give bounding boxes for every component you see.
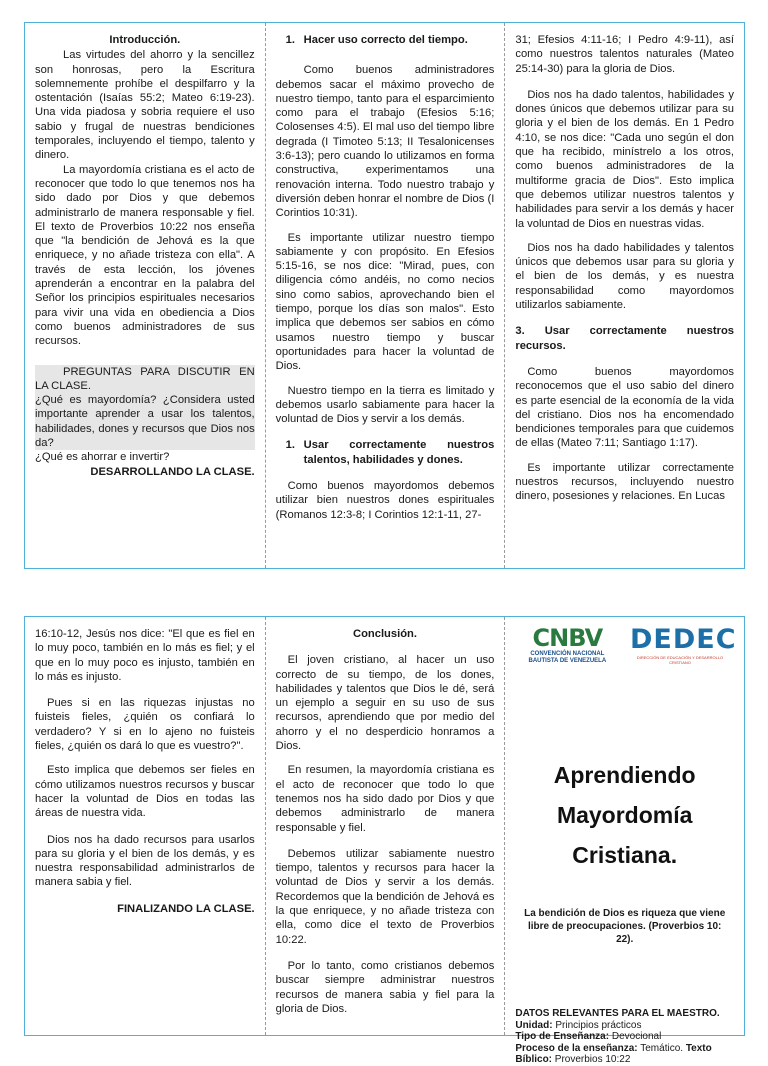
cover-title — [515, 755, 734, 875]
teacher-data-type — [515, 1031, 734, 1043]
field-label: Proceso de la enseñanza: — [515, 1042, 638, 1054]
conclusion-paragraph-2: En resumen, la mayordomía cristiana es el acto de reconocer que todo lo que tenemos nos ha sido dado por Dios y que debemos administrarlo de manera responsable y fiel. — [275, 764, 495, 834]
resources-paragraph-2: Es importante utilizar correctamente nuestros recursos, incluyendo nuestro dinero, posesiones y relaciones. En Lucas — [515, 461, 735, 503]
resources-paragraph-6: Dios nos ha dado recursos para usarlos para su gloria y el bien de los demás, y es nuestra responsabilidad administrarlos de manera sabia y fiel. — [35, 833, 255, 889]
conclusion-title: Conclusión. — [352, 628, 418, 640]
cover-quote: La bendición de Dios es riqueza que viene libre de preocupaciones. (Proverbios 10: 22). — [524, 908, 726, 945]
resources-paragraph-4: Pues si en las riquezas injustas no fuisteis fieles, ¿quién os confiará lo verdadero? Y si en lo ajeno no fuisteis fieles, ¿quién os dará lo que es vuestro?". — [35, 697, 255, 753]
section-title: Hacer uso correcto del tiempo. — [303, 34, 468, 46]
section-heading-resources: 3. Usar correctamente nuestros recursos. — [515, 325, 735, 352]
field-label: Tipo de Enseñanza: — [515, 1031, 610, 1042]
field-value: Proverbios 10:22 — [554, 1054, 631, 1065]
cover-title-line-2: Mayordomía — [556, 802, 693, 828]
column-2 — [265, 23, 505, 568]
finishing-class-heading: FINALIZANDO LA CLASE. — [117, 902, 255, 915]
question-2: ¿Qué es ahorrar e invertir? — [35, 451, 170, 464]
field-value: Temático. — [640, 1042, 684, 1054]
cnbv-logo-mark: CNBV — [532, 624, 603, 652]
column-1 — [25, 23, 265, 568]
field-label: Texto Bíblico: — [515, 1042, 712, 1065]
time-paragraph-1: Como buenos administradores debemos sacar el máximo provecho de nuestro tiempo, tanto para el esparcimiento como para el trabajo (Efesios 5:16; Colosenses 4:5). El mal uso del tiempo libre degrada (I Timoteo 5:13; II Tesalonicenses 3:6-13); pero cuando lo utilizamos en forma constructiva, experimentamos una renovación interna. Todo nuestro trabajo y diversión deben honrar el nombre de Dios (I Corintios 10:31). — [275, 64, 495, 220]
teacher-data-title: DATOS RELEVANTES PARA EL MAESTRO. — [515, 1008, 720, 1019]
cnbv-logo — [519, 625, 615, 665]
talents-paragraph-2: 31; Efesios 4:11-16; I Pedro 4:9-11), así como nuestros talentos naturales (Mateo 25:14-30) para la gloria de Dios. — [515, 34, 735, 75]
section-number: 1. — [285, 439, 296, 452]
page-panel-bottom — [24, 616, 745, 1065]
resources-paragraph-1: Como buenos mayordomos reconocemos que el uso sabio del dinero es parte esencial de la economía de la vida del cristiano. Dios nos ha encomendado bendiciones temporales para que cuidemos de ellas (Mateo 7:11; Santiago 1:17). — [515, 365, 735, 450]
questions-title: PREGUNTAS PARA DISCUTIR EN LA CLASE. — [35, 365, 255, 392]
column-5 — [265, 617, 505, 1035]
cover-title-line-1: Aprendiendo — [553, 762, 696, 788]
intro-title: Introducción. — [109, 34, 181, 46]
section-title: Usar correctamente nuestros talentos, habilidades y dones. — [303, 439, 495, 466]
page-panel-top — [24, 22, 745, 569]
talents-paragraph-1: Como buenos mayordomos debemos utilizar bien nuestros dones espirituales (Romanos 12:3-8; I Corintios 12:1-11, 27- — [275, 480, 495, 521]
question-1: ¿Qué es mayordomía? ¿Considera usted importante aprender a usar los talentos, habilidades, dones y recursos que Dios nos da? — [35, 394, 255, 450]
field-value: Principios prácticos — [555, 1019, 642, 1031]
cnbv-logo-subtitle: CONVENCIÓN NACIONAL — [530, 651, 605, 657]
conclusion-paragraph-3: Debemos utilizar sabiamente nuestro tiempo, talentos y recursos para hacer la voluntad de Dios y servir a los demás. Recordemos que la bendición de Jehová es la que enriquece, y no añade tristeza con ella, como dice el texto de Proverbios 10:22. — [275, 847, 495, 946]
column-6-cover — [504, 617, 744, 1065]
dedec-logo-subtitle: DIRECCIÓN DE EDUCACIÓN Y DESARROLLO CRISTIANO — [636, 655, 724, 665]
cnbv-logo-subtitle: BAUTISTA DE VENEZUELA — [528, 658, 607, 664]
teacher-data — [515, 1008, 734, 1066]
conclusion-paragraph-4: Por lo tanto, como cristianos debemos buscar siempre administrar nuestros recursos de manera sabia y fiel para la gloria de Dios. — [275, 959, 495, 1015]
talents-paragraph-3: Dios nos ha dado talentos, habilidades y dones únicos que debemos utilizar para su gloria y el bien de los demás. En 1 Pedro 4:10, se nos dice: "Cada uno según el don que ha recibido, minístrelo a los otros, como buenos administradores de la multiforme gracia de Dios". Esto implica que debemos utilizar nuestros talentos y habilidades para servir a los demás y hacer la voluntad de Dios en nuestras vidas. — [515, 88, 735, 230]
cover-title-line-3: Cristiana. — [572, 842, 678, 868]
section-heading-time — [276, 33, 495, 47]
dedec-logo-mark: DEDEC — [630, 624, 737, 655]
section-number: 1. — [285, 34, 296, 46]
resources-paragraph-5: Esto implica que debemos ser fieles en cómo utilizamos nuestros recursos y buscar hacer la voluntad de Dios en todas las áreas de nuestra vida. — [35, 764, 255, 820]
column-4 — [25, 617, 265, 1035]
developing-class-heading: DESARROLLANDO LA CLASE. — [90, 465, 255, 478]
conclusion-paragraph-1: El joven cristiano, al hacer un uso correcto de su tiempo, de los dones, habilidades y talentos que Dios le dé, será un ejemplo a seguir en su uso de sus recursos, aprendiendo que por medio del ahorro y el no desperdicio honramos a Dios. — [275, 654, 495, 753]
field-value: Devocional — [611, 1031, 662, 1042]
talents-paragraph-4: Dios nos ha dado habilidades y talentos únicos que debemos usar para su gloria y el bien de los demás, y es nuestra responsabilidad como mayordomos utilizarlos sabiamente. — [515, 241, 735, 312]
intro-paragraph-2: La mayordomía cristiana es el acto de reconocer que todo lo que tenemos nos ha sido dado por Dios y que debemos administrarlo de manera responsable y fiel. El texto de Proverbios 10:22 nos enseña que "la bendición de Jehová es la que enriquece, y no añade tristeza con ella". A través de esta lección, los jóvenes aprenderán a encontrar en la palabra del Señor los principios espirituales necesarios para vivir una vida en obediencia a Dios como buenos administradores de sus recursos. — [35, 163, 255, 348]
resources-paragraph-3: 16:10-12, Jesús nos dice: "El que es fiel en lo muy poco, también en lo más es fiel; y el que en lo muy poco es injusto, también en lo más es injusto. — [35, 628, 255, 683]
time-paragraph-3: Nuestro tiempo en la tierra es limitado y debemos usarlo sabiamente para hacer la voluntad de Dios y servir a los demás. — [275, 384, 495, 426]
field-label: Unidad: — [515, 1019, 553, 1031]
time-paragraph-2: Es importante utilizar nuestro tiempo sabiamente y con propósito. En Efesios 5:15-16, se nos dice: "Mirad, pues, con diligencia cómo andéis, no como necios sino como sabios, aprovechando bien el tiempo, porque los días son malos". Esto implica que debemos ser sabios en cómo usamos nuestro tiempo y buscar oportunidades para hacer la voluntad de Dios. — [275, 231, 495, 373]
teacher-data-unit — [515, 1020, 734, 1032]
intro-paragraph-1: Las virtudes del ahorro y la sencillez son honrosas, pero la Escritura solemnemente prohíbe el despilfarro y la ostentación (Isaías 55:2; Mateo 6:19-23). Una vida piadosa y sobria requiere el uso sabio y frugal de nuestras bendiciones temporales, incluyendo el tiempo, talento y dinero. — [35, 49, 255, 162]
section-heading-talents — [276, 438, 495, 467]
column-3 — [504, 23, 744, 568]
dedec-logo — [630, 624, 737, 665]
logos-row — [515, 624, 737, 665]
teacher-data-process — [515, 1043, 734, 1066]
